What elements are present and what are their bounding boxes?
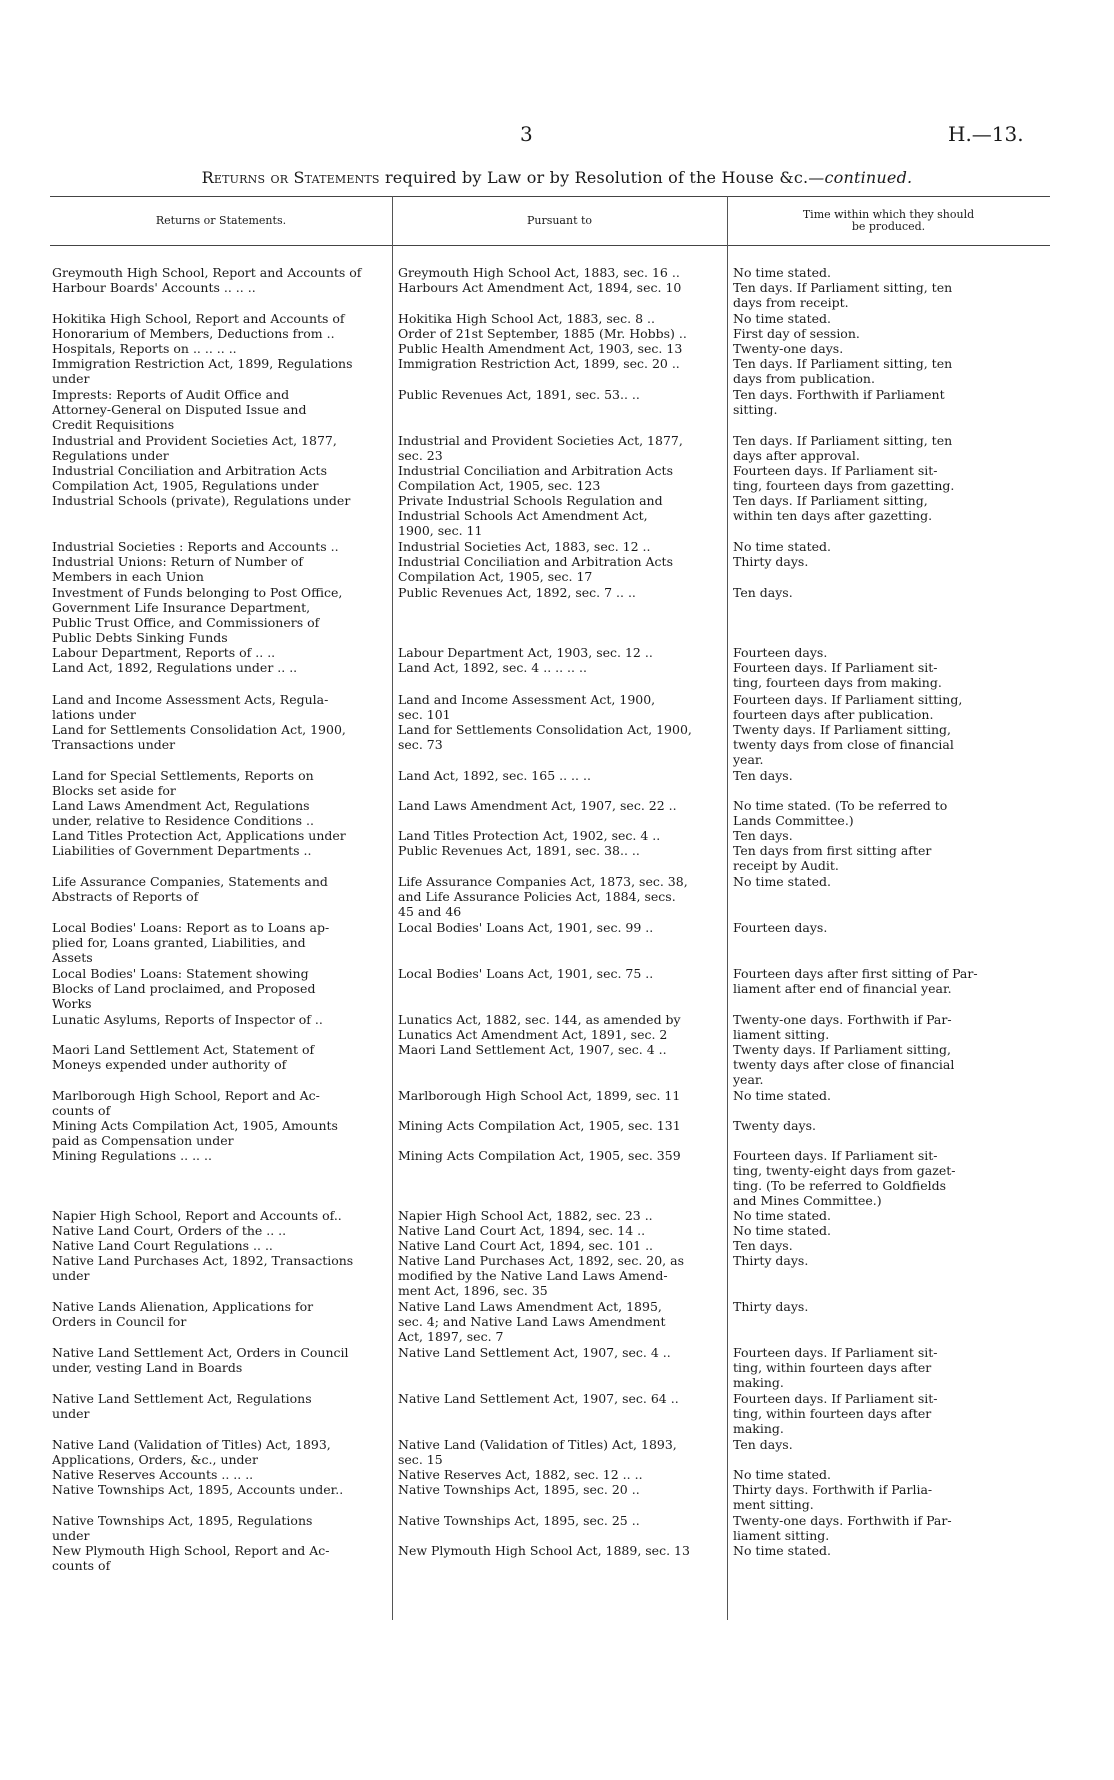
pursuant-cell: Lunatics Act, 1882, sec. 144, as amended by Lunatics Act Amendment Act, 1891, sec. 2 [398, 1012, 681, 1042]
time-cell: No time stated. (To be referred to Lands Committee.) [733, 798, 948, 828]
returns-cell: Life Assurance Companies, Statements and Abstracts of Reports of [52, 874, 328, 904]
pursuant-cell: Industrial and Provident Societies Act, 1877, sec. 23 [398, 433, 683, 463]
pursuant-cell: Industrial Conciliation and Arbitration Acts Compilation Act, 1905, sec. 123 [398, 463, 673, 493]
pursuant-cell: Mining Acts Compilation Act, 1905, sec. 131 [398, 1118, 681, 1133]
returns-cell: Native Townships Act, 1895, Regulations under [52, 1513, 313, 1543]
pursuant-cell: Land Titles Protection Act, 1902, sec. 4 .. Public Revenues Act, 1891, sec. 38.. .. [398, 828, 661, 858]
title-text: required by Law or by Resolution of the House [379, 168, 780, 187]
time-cell: Ten days. [733, 768, 793, 783]
time-cell: Twenty-one days. Forthwith if Par- liament sitting. [733, 1012, 952, 1042]
pursuant-cell: Maori Land Settlement Act, 1907, sec. 4 .. [398, 1042, 667, 1057]
returns-cell: Land and Income Assessment Acts, Regula- lations under [52, 692, 329, 722]
returns-cell: Native Lands Alienation, Applications for Orders in Council for [52, 1299, 314, 1329]
returns-cell: Land for Special Settlements, Reports on Blocks set aside for [52, 768, 314, 798]
pursuant-cell: Public Revenues Act, 1892, sec. 7 .. .. [398, 585, 636, 600]
time-cell: Fourteen days. If Parliament sit- ting, fourteen days from gazetting. [733, 463, 955, 493]
time-cell: No time stated. Ten days. If Parliament sitting, ten days from receipt. [733, 265, 953, 310]
column-header-pursuant: Pursuant to [526, 213, 593, 227]
time-cell: Twenty-one days. Forthwith if Par- liament sitting. [733, 1513, 952, 1543]
returns-cell: Land Laws Amendment Act, Regulations under, relative to Residence Conditions .. [52, 798, 314, 828]
time-cell: Ten days. [733, 585, 793, 600]
time-cell: No time stated. No time stated. Ten days. Thirty days. [733, 1208, 831, 1268]
returns-cell: New Plymouth High School, Report and Ac- counts of [52, 1543, 330, 1573]
time-cell: Ten days. Forthwith if Parliament sitting. [733, 387, 945, 417]
returns-cell: Local Bodies' Loans: Report as to Loans ap- plied for, Loans granted, Liabilities, and Assets [52, 920, 330, 965]
returns-cell: Industrial Schools (private), Regulations under [52, 493, 351, 508]
pursuant-cell: Local Bodies' Loans Act, 1901, sec. 99 .. [398, 920, 654, 935]
pursuant-cell: Land Laws Amendment Act, 1907, sec. 22 .. [398, 798, 677, 813]
time-cell: Ten days. [733, 1437, 793, 1452]
returns-cell: Native Reserves Accounts .. .. .. Native Townships Act, 1895, Accounts under.. [52, 1467, 344, 1497]
time-cell: Fourteen days. If Parliament sit- ting, within fourteen days after making. [733, 1345, 938, 1390]
time-cell: No time stated. First day of session. Twenty-one days. Ten days. If Parliament sitting, ten days from publication. [733, 311, 953, 386]
time-cell: No time stated. Thirty days. [733, 539, 831, 569]
pursuant-cell: Local Bodies' Loans Act, 1901, sec. 75 .. [398, 966, 654, 981]
returns-cell: Land Titles Protection Act, Applications under Liabilities of Government Departments .. [52, 828, 346, 858]
returns-cell: Industrial and Provident Societies Act, 1877, Regulations under [52, 433, 337, 463]
pursuant-cell: Public Revenues Act, 1891, sec. 53.. .. [398, 387, 640, 402]
pursuant-cell: Native Reserves Act, 1882, sec. 12 .. .. Native Townships Act, 1895, sec. 20 .. [398, 1467, 643, 1497]
time-cell: Ten days. If Parliament sitting, ten days after approval. [733, 433, 953, 463]
time-cell: Fourteen days. Fourteen days. If Parliament sit- ting, fourteen days from making. [733, 645, 942, 690]
returns-cell: Marlborough High School, Report and Ac- counts of [52, 1088, 320, 1118]
pursuant-cell: Land Act, 1892, sec. 165 .. .. .. [398, 768, 591, 783]
time-cell: No time stated. [733, 874, 831, 889]
pursuant-cell: Mining Acts Compilation Act, 1905, sec. 359 [398, 1148, 681, 1163]
returns-cell: Maori Land Settlement Act, Statement of Moneys expended under authority of [52, 1042, 315, 1072]
time-cell: Twenty days. If Parliament sitting, twenty days after close of financial year. [733, 1042, 955, 1087]
time-cell: Fourteen days after first sitting of Par- liament after end of financial year. [733, 966, 978, 996]
time-cell: Fourteen days. If Parliament sit- ting, within fourteen days after making. [733, 1391, 938, 1436]
returns-cell: Investment of Funds belonging to Post Office, Government Life Insurance Department, Public Trust Office, and Commissioners of Public Debts Sinking Funds [52, 585, 343, 645]
returns-cell: Napier High School, Report and Accounts of.. Native Land Court, Orders of the .. .. Native Land Court Regulations .. .. Native Land Purchases Act, 1892, Transactions under [52, 1208, 354, 1283]
title-caps: Returns or Statements [201, 168, 380, 187]
pursuant-cell: Industrial Societies Act, 1883, sec. 12 .. Industrial Conciliation and Arbitration Acts Compilation Act, 1905, sec. 17 [398, 539, 673, 584]
pursuant-cell: Private Industrial Schools Regulation and Industrial Schools Act Amendment Act, 1900, sec. 11 [398, 493, 663, 538]
column-header-time: Time within which they should be produced. [802, 207, 975, 233]
pursuant-cell: Native Townships Act, 1895, sec. 25 .. [398, 1513, 640, 1528]
column-divider [727, 196, 728, 1620]
document-reference: H.—13. [948, 122, 1024, 146]
column-divider [392, 196, 393, 1620]
pursuant-cell: Native Land Settlement Act, 1907, sec. 64 .. [398, 1391, 679, 1406]
time-cell: Twenty days. If Parliament sitting, twenty days from close of financial year. [733, 722, 954, 767]
returns-cell: Imprests: Reports of Audit Office and Attorney-General on Disputed Issue and Credit Requisitions [52, 387, 307, 432]
pursuant-cell: Native Land Laws Amendment Act, 1895, sec. 4; and Native Land Laws Amendment Act, 1897, sec. 7 [398, 1299, 666, 1344]
pursuant-cell: Greymouth High School Act, 1883, sec. 16 .. Harbours Act Amendment Act, 1894, sec. 10 [398, 265, 682, 295]
time-cell: Fourteen days. [733, 920, 828, 935]
time-cell: Ten days. If Parliament sitting, within ten days after gazetting. [733, 493, 933, 523]
pursuant-cell: Land for Settlements Consolidation Act, 1900, sec. 73 [398, 722, 692, 752]
page-title [0, 168, 1114, 187]
title-continued: —continued. [808, 168, 913, 187]
time-cell: Ten days. Ten days from first sitting after receipt by Audit. [733, 828, 932, 873]
returns-cell: Native Land Settlement Act, Orders in Council under, vesting Land in Boards [52, 1345, 349, 1375]
returns-cell: Native Land (Validation of Titles) Act, 1893, Applications, Orders, &c., under [52, 1437, 331, 1467]
pursuant-cell: Land and Income Assessment Act, 1900, sec. 101 [398, 692, 656, 722]
time-cell: Fourteen days. If Parliament sit- ting, twenty-eight days from gazet- ting. (To be referred to Goldfields and Mines Committee.) [733, 1148, 956, 1208]
pursuant-cell: Labour Department Act, 1903, sec. 12 .. Land Act, 1892, sec. 4 .. .. .. .. [398, 645, 653, 675]
column-header-returns: Returns or Statements. [155, 213, 287, 227]
time-cell: No time stated. Thirty days. Forthwith if Parlia- ment sitting. [733, 1467, 933, 1512]
returns-cell: Labour Department, Reports of .. .. Land Act, 1892, Regulations under .. .. [52, 645, 298, 675]
pursuant-cell: Native Land (Validation of Titles) Act, 1893, sec. 15 [398, 1437, 677, 1467]
page-number: 3 [520, 122, 533, 146]
returns-cell: Mining Acts Compilation Act, 1905, Amounts paid as Compensation under [52, 1118, 338, 1148]
time-cell: No time stated. [733, 1088, 831, 1103]
time-cell: Thirty days. [733, 1299, 809, 1314]
pursuant-cell: Life Assurance Companies Act, 1873, sec. 38, and Life Assurance Policies Act, 1884, secs. 45 and 46 [398, 874, 688, 919]
pursuant-cell: Hokitika High School Act, 1883, sec. 8 .. Order of 21st September, 1885 (Mr. Hobbs) .. Public Health Amendment Act, 1903, sec. 13 Immigration Restriction Act, 1899, sec. 20 .. [398, 311, 687, 371]
returns-cell: Industrial Societies : Reports and Accounts .. Industrial Unions: Return of Number of Members in each Union [52, 539, 339, 584]
returns-cell: Local Bodies' Loans: Statement showing Blocks of Land proclaimed, and Proposed Works [52, 966, 316, 1011]
table-header-rule [50, 245, 1050, 246]
title-etc: &c. [779, 168, 809, 187]
returns-cell: Industrial Conciliation and Arbitration Acts Compilation Act, 1905, Regulations under [52, 463, 327, 493]
time-cell: Twenty days. [733, 1118, 817, 1133]
pursuant-cell: New Plymouth High School Act, 1889, sec. 13 [398, 1543, 690, 1558]
pursuant-cell: Native Land Settlement Act, 1907, sec. 4 .. [398, 1345, 671, 1360]
returns-cell: Mining Regulations .. .. .. [52, 1148, 212, 1163]
returns-cell: Lunatic Asylums, Reports of Inspector of .. [52, 1012, 323, 1027]
returns-cell: Land for Settlements Consolidation Act, 1900, Transactions under [52, 722, 346, 752]
returns-cell: Native Land Settlement Act, Regulations under [52, 1391, 312, 1421]
returns-cell: Hokitika High School, Report and Accounts of Honorarium of Members, Deductions from .. Hospitals, Reports on .. .. .. .. Immigration Restriction Act, 1899, Regulations under [52, 311, 353, 386]
pursuant-cell: Marlborough High School Act, 1899, sec. 11 [398, 1088, 681, 1103]
time-cell: No time stated. [733, 1543, 831, 1558]
pursuant-cell: Napier High School Act, 1882, sec. 23 .. Native Land Court Act, 1894, sec. 14 .. Native Land Court Act, 1894, sec. 101 .. Native Land Purchases Act, 1892, sec. 20, as modified by the Native Land Laws Amend- ment Act, 1896, sec. 35 [398, 1208, 684, 1298]
time-cell: Fourteen days. If Parliament sitting, fourteen days after publication. [733, 692, 963, 722]
returns-cell: Greymouth High School, Report and Accounts of Harbour Boards' Accounts .. .. .. [52, 265, 362, 295]
